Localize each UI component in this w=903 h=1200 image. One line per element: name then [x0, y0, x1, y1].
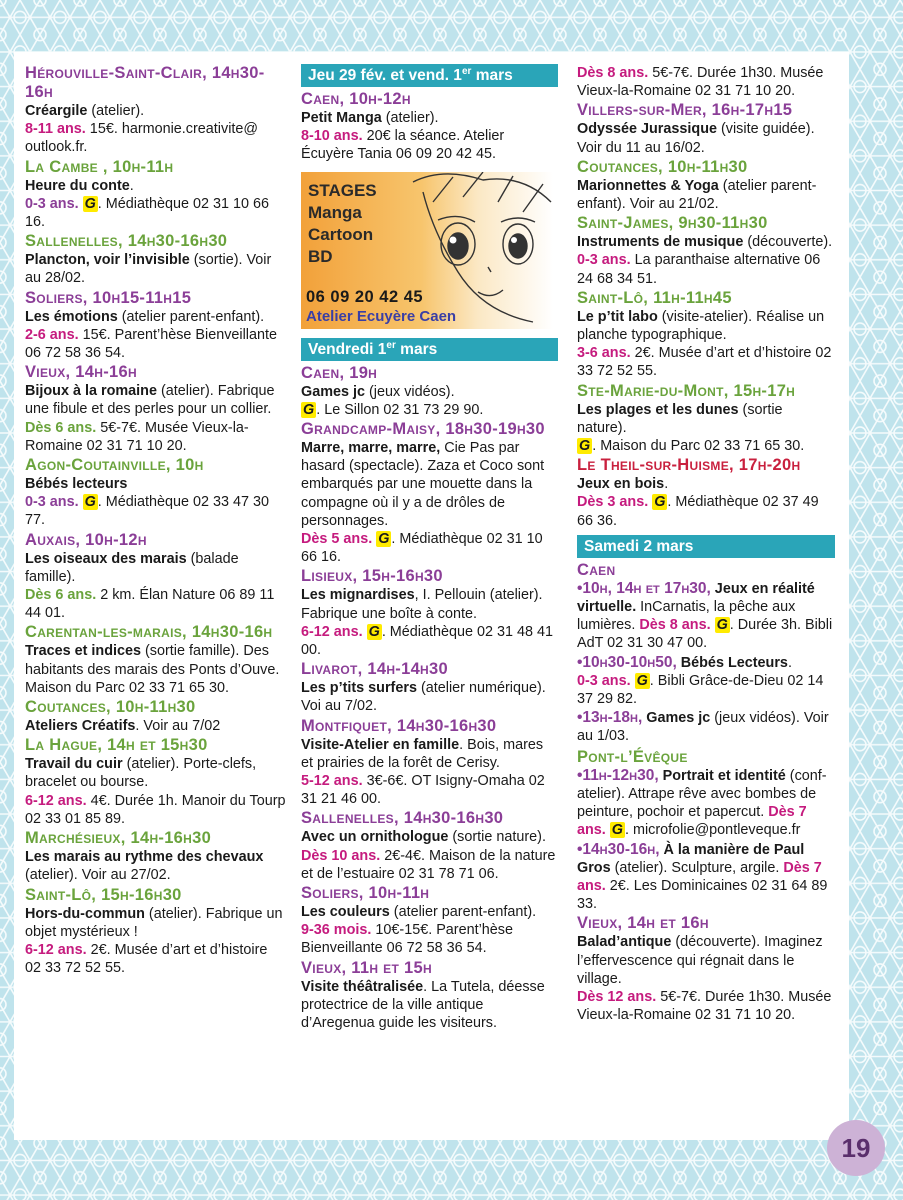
column-3: [577, 64, 835, 1025]
event-title: Les couleurs: [301, 904, 390, 921]
event-text: (atelier numérique). Voi au 7/02.: [301, 680, 546, 715]
event-text: (jeux vidéos). Voir au 1/03.: [577, 710, 829, 745]
event-entry: [577, 214, 835, 288]
event-title: Ateliers Créatifs: [25, 718, 136, 735]
event-place: Livarot, 14h-14h30: [301, 660, 448, 679]
date-band-fri: Vendredi 1er mars: [301, 338, 558, 361]
event-age: Dès 7 ans.: [577, 804, 807, 839]
event-text: . Bois, mares et prairies de la forêt de Cerisy.: [301, 736, 544, 771]
event-entry: Vieux, 14h et 16h Balad’antique (découverte). Imaginez l’effervescence qui régnait dans le village. Dès 12 ans. 5€-7€. Durée 1h30. Musée Vieux-la-Romaine 02 31 71 10 20.: [577, 914, 835, 1024]
free-badge: G: [579, 438, 591, 455]
event-place: Carentan-les-marais, 14h30-16h: [25, 623, 273, 642]
event-time: •13h-18h,: [577, 709, 643, 727]
event-time: •10h30-10h50,: [577, 653, 677, 671]
event-details: 2€. Les Dominicaines 02 31 64 89 33.: [577, 877, 828, 913]
event-entry: [577, 841, 835, 914]
event-place: Soliers, 10h15-11h15: [25, 288, 192, 307]
event-entry: [577, 289, 835, 381]
event-text: . Voir au 7/02: [135, 718, 221, 735]
event-title: Heure du conte: [25, 177, 130, 194]
event-entry: [301, 420, 558, 566]
advert-line-cartoon: Cartoon: [308, 224, 374, 244]
event-title: Les mignardises: [301, 587, 415, 604]
event-age: 6-12 ans.: [25, 941, 87, 958]
event-title: Petit Manga: [301, 110, 382, 126]
event-place: Vieux, 14h-16h: [25, 363, 137, 382]
event-details: 20€ la séance. Atelier Écuyère Tania 06 09 20 42 45.: [301, 128, 505, 163]
event-entry: [25, 158, 287, 232]
event-place: La Cambe , 10h-11h: [25, 157, 174, 176]
event-age: Dès 12 ans.: [577, 988, 657, 1005]
event-title: Balad’antique: [577, 934, 672, 951]
event-text: .: [664, 476, 669, 493]
manga-face-illustration: [403, 172, 553, 329]
event-text: (conf-atelier). Attrape rêve avec bombes de peinture, pochoir et papercut.: [577, 767, 827, 821]
event-age: 5-12 ans.: [301, 773, 363, 790]
event-details: 3€-6€. OT Isigny-Omaha 02 31 21 46 00.: [301, 773, 545, 808]
event-entry: [301, 959, 558, 1033]
event-text: (atelier).: [381, 110, 439, 126]
event-time: •10h, 14h et 17h30,: [577, 579, 711, 597]
date-band-sat: Samedi 2 mars: [577, 535, 835, 558]
event-continuation: Dès 8 ans. 5€-7€. Durée 1h30. Musée Vieux-la-Romaine 02 31 71 10 20.: [577, 65, 824, 100]
free-badge: G: [368, 623, 380, 640]
event-place: Agon-Coutainville, 10h: [25, 456, 204, 475]
free-badge: G: [636, 672, 648, 689]
event-place: Ste-Marie-du-Mont, 15h-17h: [577, 381, 796, 400]
event-place: Lisieux, 15h-16h30: [301, 567, 443, 586]
event-entry: [301, 660, 558, 715]
event-text: (sortie). Voir au 28/02.: [25, 252, 272, 287]
event-title: Les émotions: [25, 308, 118, 325]
event-text: InCarnatis, la pêche aux lumières.: [577, 599, 796, 634]
event-title: Traces et indices: [25, 643, 141, 660]
column-1: [25, 64, 287, 978]
event-title: Les oiseaux des marais: [25, 550, 187, 567]
event-details: 2€. Musée d’art et d’histoire 02 33 72 52 55.: [577, 345, 832, 380]
free-badge: G: [654, 494, 666, 511]
event-place: Vieux, 14h et 16h: [577, 914, 709, 933]
event-title: Bijoux à la romaine: [25, 383, 157, 400]
event-details: 10€-15€. Parent’hèse Bienveillante 06 72 58 36 54.: [301, 922, 513, 957]
event-entry: [25, 829, 287, 884]
event-details: . Médiathèque 02 37 49 66 36.: [577, 494, 819, 529]
manga-stage-advert: [301, 172, 553, 329]
event-title: Visite théâtralisée: [301, 978, 424, 995]
event-place: Grandcamp-Maisy, 18h30-19h30: [301, 420, 545, 439]
event-entry: [25, 64, 287, 157]
event-age: Dès 10 ans.: [301, 847, 381, 864]
event-details: . Médiathèque 02 31 48 41 00.: [301, 623, 554, 659]
event-age: 0-3 ans.: [25, 494, 79, 511]
event-age: 3-6 ans.: [577, 345, 631, 362]
event-details: . Médiathèque 02 33 47 30 77.: [25, 494, 270, 529]
free-badge: G: [716, 617, 728, 634]
event-details: La paranthaise alternative 06 24 68 34 51.: [577, 252, 821, 287]
event-text: (atelier). Fabrique une fibule et des perles pour un collier.: [25, 383, 275, 418]
event-age: 0-3 ans.: [25, 195, 79, 212]
event-title: Bébés lecteurs: [25, 476, 128, 493]
event-place: Auxais, 10h-12h: [25, 530, 147, 549]
event-details: . Maison du Parc 02 33 71 65 30.: [592, 438, 805, 455]
event-text: (jeux vidéos).: [365, 383, 455, 400]
free-badge: G: [611, 822, 623, 839]
event-entry: [301, 90, 558, 164]
event-place: Le Theil-sur-Huisme, 17h-20h: [577, 456, 801, 475]
event-entry: [577, 580, 835, 653]
event-title: Avec un ornithologue: [301, 829, 449, 846]
event-entry: [577, 767, 835, 840]
event-place: La Hague, 14h et 15h30: [25, 736, 208, 755]
event-age: 6-12 ans.: [25, 792, 87, 809]
event-title: Les p’tits surfers: [301, 680, 417, 697]
event-title: Games jc: [642, 710, 711, 727]
event-place: Villers-sur-Mer, 16h-17h15: [577, 101, 793, 120]
event-age: Dès 7 ans.: [577, 859, 822, 894]
free-badge: G: [378, 531, 390, 548]
event-time: •14h30-16h,: [577, 840, 660, 858]
event-place: Caen, 19h: [301, 363, 378, 382]
advert-line-stages: STAGES: [308, 180, 377, 200]
event-entry: [25, 698, 287, 735]
event-place: Vieux, 11h et 15h: [301, 958, 432, 977]
event-place: Saint-Lô, 15h-16h30: [25, 885, 182, 904]
event-entry: [25, 289, 287, 363]
event-entry: [25, 886, 287, 978]
event-title: Créargile: [25, 103, 88, 119]
advert-sub: Atelier Ecuyère Caen: [306, 307, 457, 325]
event-place: Coutances, 10h-11h30: [25, 698, 196, 717]
event-place: Caen: [577, 560, 616, 579]
event-entry: [577, 158, 835, 213]
event-text: Cie Pas par hasard (spectacle). Zaza et Coco sont embarqués par une mouette dans la compagne où il y a de drôles de personnages.: [301, 440, 545, 529]
event-text: (atelier parent-enfant). Voir au 21/02.: [577, 177, 817, 213]
event-place: Caen, 10h-12h: [301, 90, 411, 108]
event-age: 0-3 ans.: [577, 672, 631, 689]
event-title: Marre, marre, marre,: [301, 440, 441, 457]
event-text: (atelier). Sculpture, argile.: [610, 859, 780, 876]
event-entry: [25, 363, 287, 455]
event-title: Hors-du-commun: [25, 905, 145, 922]
event-entry: [577, 101, 835, 156]
event-entry: [577, 709, 835, 745]
event-entry: [25, 232, 287, 287]
event-title: Games jc: [301, 383, 365, 400]
event-place: Montfiquet, 14h30-16h30: [301, 716, 497, 735]
event-time: •11h-12h30,: [577, 766, 659, 784]
event-details: 15€. harmonie.creativite@ outlook.fr.: [25, 121, 259, 156]
event-title: Jeux en bois: [577, 476, 665, 493]
free-badge: G: [303, 401, 315, 418]
event-entry: [301, 884, 558, 958]
event-entry: [301, 717, 558, 809]
date-band-thu-fri: Jeu 29 fév. et vend. 1er mars: [301, 64, 558, 87]
event-title: Instruments de musique: [577, 234, 744, 251]
advert-phone: 06 09 20 42 45: [306, 287, 424, 306]
event-text: (découverte).: [743, 234, 833, 251]
event-text: (sortie nature).: [577, 401, 783, 436]
event-title: Travail du cuir: [25, 756, 123, 773]
column-2: [301, 64, 558, 1033]
event-details: 2€. Musée d’art et d’histoire 02 33 72 52 55.: [25, 941, 268, 977]
event-place: Hérouville-Saint-Clair, 14h30-16h: [25, 64, 265, 101]
event-age: Dès 5 ans.: [301, 531, 373, 548]
event-text: (visite-atelier). Réalise un planche typographique.: [577, 308, 825, 344]
event-text: .: [787, 654, 792, 671]
event-details: . Médiathèque 02 31 10 66 16.: [25, 195, 270, 231]
event-age: 2-6 ans.: [25, 326, 79, 343]
event-place: Saint-Lô, 11h-11h45: [577, 288, 732, 307]
event-details: . microfolie@pontleveque.fr: [625, 822, 801, 839]
event-place: Sallenelles, 14h30-16h30: [301, 809, 504, 828]
event-place: Sallenelles, 14h30-16h30: [25, 232, 228, 251]
event-entry: [25, 736, 287, 828]
free-badge: G: [84, 494, 96, 511]
event-details: 2€-4€. Maison de la nature et de l’estuaire 02 31 78 71 06.: [301, 847, 556, 882]
event-title: Odyssée Jurassique: [577, 121, 717, 138]
event-age: 9-36 mois.: [301, 922, 372, 939]
event-place: Saint-James, 9h30-11h30: [577, 214, 768, 233]
event-title: Marionnettes & Yoga: [577, 177, 719, 194]
event-title: Les plages et les dunes: [577, 401, 739, 418]
event-details: 15€. Parent’hèse Bienveillante 06 72 58 36 54.: [25, 326, 277, 362]
event-age: 6-12 ans.: [301, 623, 363, 640]
event-title: Le p’tit labo: [577, 308, 658, 325]
event-text: (atelier). Fabrique un objet mystérieux !: [25, 905, 283, 940]
event-age: 8-11 ans.: [25, 121, 86, 138]
event-text: (sortie nature).: [448, 829, 546, 846]
free-badge: G: [84, 195, 96, 212]
event-title: Jeux en réalité virtuelle.: [577, 580, 815, 616]
event-details: 5€-7€. Musée Vieux-la-Romaine 02 31 71 10 20.: [25, 419, 249, 454]
event-age: Dès 3 ans.: [577, 494, 649, 511]
event-age: 0-3 ans.: [577, 252, 631, 269]
page-number: 19: [827, 1120, 885, 1176]
event-place: Soliers, 10h-11h: [301, 884, 430, 903]
event-title: Plancton, voir l’invisible: [25, 252, 190, 269]
event-title: Visite-Atelier en famille: [301, 736, 460, 753]
event-title: Les marais au rythme des chevaux: [25, 849, 264, 866]
event-place: Marchésieux, 14h-16h30: [25, 829, 212, 848]
event-text: (atelier parent-enfant).: [389, 904, 537, 921]
event-entry: [301, 364, 558, 419]
event-age: 8-10 ans.: [301, 128, 363, 145]
event-place: Pont-l’Évêque: [577, 747, 688, 766]
event-text: (atelier). Porte-clefs, bracelet ou bourse.: [25, 756, 257, 791]
event-age: Dès 6 ans.: [25, 587, 97, 604]
event-entry: [301, 809, 558, 883]
event-title: À la manière de Paul Gros: [577, 841, 805, 876]
event-place: Coutances, 10h-11h30: [577, 157, 748, 176]
event-text: , I. Pellouin (atelier). Fabrique une boîte à conte.: [301, 587, 543, 622]
event-details: . Médiathèque 02 31 10 66 16.: [301, 531, 543, 566]
event-entry: [577, 382, 835, 456]
event-entry: [25, 531, 287, 623]
event-entry: [577, 654, 835, 709]
event-entry: [301, 567, 558, 659]
event-age: Dès 8 ans.: [635, 617, 711, 634]
event-text: (atelier parent-enfant).: [117, 308, 265, 325]
event-text: (sortie famille). Des habitants des marais des Ponts d’Ouve. Maison du Parc 02 33 71 65 30.: [25, 643, 280, 696]
advert-line-manga: Manga: [308, 202, 362, 222]
advert-line-bd: BD: [308, 246, 333, 266]
event-details: . Bibli Grâce-de-Dieu 02 14 37 29 82.: [577, 672, 824, 708]
event-text: (atelier).: [87, 103, 145, 119]
event-title: Portrait et identité: [658, 767, 786, 784]
event-entry: [25, 456, 287, 530]
event-details: . Le Sillon 02 31 73 29 90.: [316, 401, 484, 418]
event-details: 4€. Durée 1h. Manoir du Tourp 02 33 01 85 89.: [25, 792, 286, 827]
event-entry: [25, 623, 287, 697]
event-age: Dès 6 ans.: [25, 419, 97, 436]
event-text: (atelier). Voir au 27/02.: [25, 867, 171, 884]
event-details: . Durée 3h. Bibli AdT 02 31 30 47 00.: [577, 617, 833, 652]
event-entry: [577, 456, 835, 530]
event-text: (visite guidée). Voir du 11 au 16/02.: [577, 121, 815, 156]
event-text: . La Tutela, déesse protectrice de la ville antique d’Aregenua guide les visiteurs.: [301, 978, 545, 1032]
event-details: 2 km. Élan Nature 06 89 11 44 01.: [25, 587, 275, 622]
event-text: (balade famille).: [25, 550, 239, 585]
event-title: Bébés Lecteurs: [676, 654, 788, 671]
event-text: .: [129, 177, 134, 194]
